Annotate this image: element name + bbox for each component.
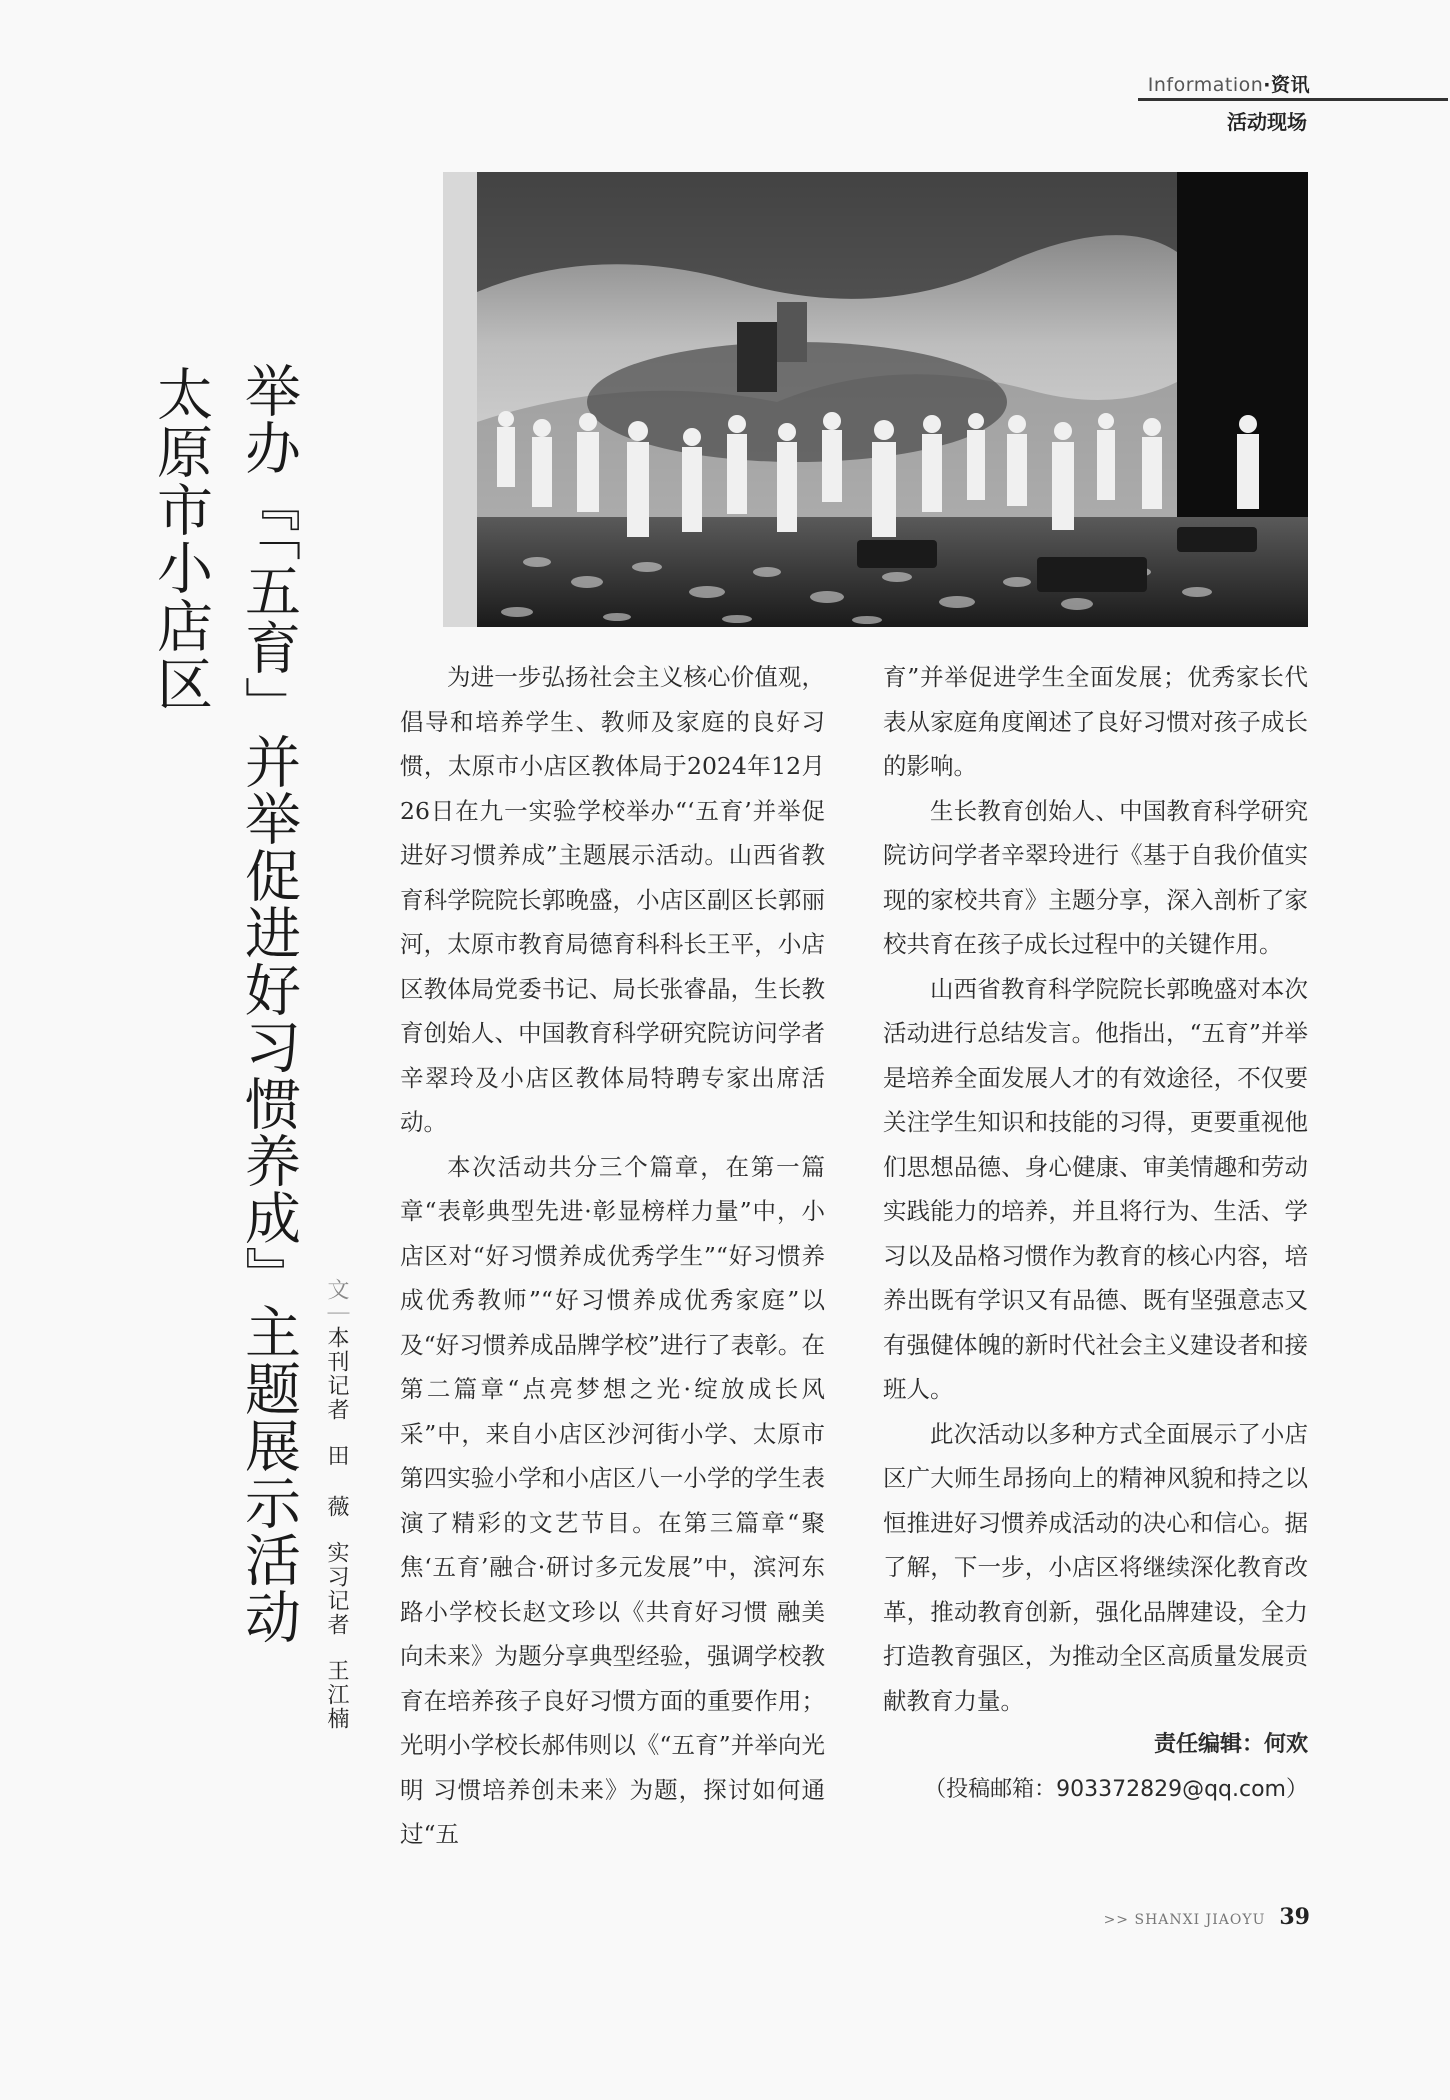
paragraph: 育”并举促进学生全面发展；优秀家长代表从家庭角度阐述了良好习惯对孩子成长的影响。: [883, 663, 1308, 780]
section-label-en: Information: [1147, 74, 1264, 96]
body-column-right: [883, 655, 1308, 1812]
byline-name2: 王江楠: [324, 1659, 349, 1731]
subsection-label: 活动现场: [1227, 110, 1307, 134]
header-rule: [1138, 98, 1448, 101]
journal-name: >> SHANXI JIAOYU: [1103, 1912, 1266, 1928]
paragraph: 为进一步弘扬社会主义核心价值观，倡导和培养学生、教师及家庭的良好习惯，太原市小店区教体局于2024年12月26日在九一实验学校举办“‘五育’并举促进好习惯养成”主题展示活动。山西省教育科学院院长郭晚盛，小店区副区长郭丽河，太原市教育局德育科科长王平，小店区教体局党委书记、局长张睿晶，生长教育创始人、中国教育科学研究院访问学者辛翠玲及小店区教体局特聘专家出席活动。: [400, 663, 825, 1136]
submission-email: （投稿邮箱：903372829@qq.com）: [924, 1776, 1308, 1802]
byline-role1: 本刊记者: [324, 1326, 349, 1422]
paragraph: 此次活动以多种方式全面展示了小店区广大师生昂扬向上的精神风貌和持之以恒推进好习惯养成活动的决心和信心。据了解，下一步，小店区将继续深化教育改革，推动教育创新，强化品牌建设，全力打造教育强区，为推动全区高质量发展贡献教育力量。: [883, 1419, 1308, 1715]
page-number: 39: [1279, 1904, 1310, 1930]
byline: 文｜本刊记者田 薇实习记者王江楠: [324, 1278, 349, 1731]
section-label-cn: 资讯: [1270, 74, 1310, 96]
responsible-editor: 责任编辑：何欢: [1153, 1732, 1308, 1757]
stage-performance-photo: [477, 172, 1308, 627]
paragraph: 生长教育创始人、中国教育科学研究院访问学者辛翠玲进行《基于自我价值实现的家校共育》主题分享，深入剖析了家校共育在孩子成长过程中的关键作用。: [883, 796, 1308, 958]
article-title-line1: 太原市小店区: [148, 365, 213, 713]
byline-name1: 田 薇: [324, 1444, 349, 1519]
body-column-left: [400, 655, 825, 1857]
section-header: Information·资讯: [1147, 74, 1310, 96]
page-footer: [1104, 1904, 1310, 1930]
paragraph: 本次活动共分三个篇章，在第一篇章“表彰典型先进·彰显榜样力量”中，小店区对“好习惯养成优秀学生”“好习惯养成优秀教师”“好习惯养成优秀家庭”以及“好习惯养成品牌学校”进行了表彰。在第二篇章“点亮梦想之光·绽放成长风采”中，来自小店区沙河街小学、太原市第四实验小学和小店区八一小学的学生表演了精彩的文艺节目。在第三篇章“聚焦‘五育’融合·研讨多元发展”中，滨河东路小学校长赵文珍以《共育好习惯 融美向未来》为题分享典型经验，强调学校教育在培养孩子良好习惯方面的重要作用；光明小学校长郝伟则以《“五育”并举向光明 习惯培养创未来》为题，探讨如何通过“五: [400, 1152, 825, 1848]
byline-prefix: 文: [324, 1278, 349, 1302]
paragraph: 山西省教育科学院院长郭晚盛对本次活动进行总结发言。他指出，“五育”并举是培养全面发展人才的有效途径，不仅要关注学生知识和技能的习得，更要重视他们思想品德、身心健康、审美情趣和劳动实践能力的培养，并且将行为、生活、学习以及品格习惯作为教育的核心内容，培养出既有学识又有品德、既有坚强意志又有强健体魄的新时代社会主义建设者和接班人。: [883, 974, 1308, 1403]
article-title-line2: 举办『「五育」并举促进好习惯养成』主题展示活动: [236, 362, 301, 1645]
byline-role2: 实习记者: [324, 1541, 349, 1637]
